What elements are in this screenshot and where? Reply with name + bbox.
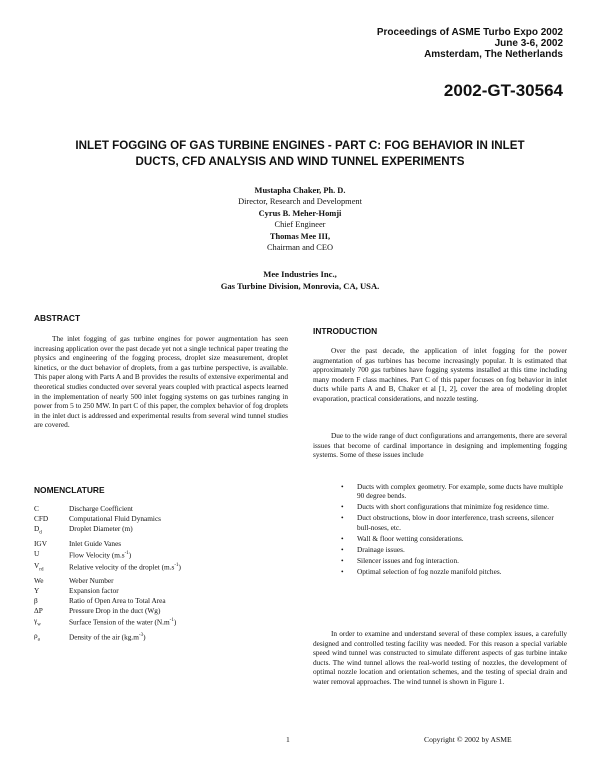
bullet-text: Optimal selection of fog nozzle manifold pitches.	[357, 566, 502, 576]
nomenclature-symbol: U	[34, 549, 40, 559]
paragraph-text: In order to examine and understand several of these complex issues, a carefully designed and controlled testing facility was needed. For this reason a special variable speed wind tunnel was constructed to simulate different aspects of gas turbine intake ducts. The wind tunnel allows the real-world testing of nozzles, the development of optimal nozzle location and orientation schemes, and the testing of special drain and water removal approaches. The wind tunnel is shown in Figure 1.	[313, 629, 567, 686]
bullet-text: Wall & floor wetting considerations.	[357, 533, 464, 543]
title-line-2: DUCTS, CFD ANALYSIS AND WIND TUNNEL EXPERIMENTS	[135, 155, 465, 168]
nomenclature-definition: Inlet Guide Vanes	[69, 539, 122, 549]
bullet-text: Duct obstructions, blow in door interference, trash screens, silencer bull-noses, etc.	[357, 513, 554, 532]
definition-cell	[69, 631, 181, 646]
bullet-item	[341, 482, 567, 501]
unit-close: )	[173, 617, 177, 627]
proceedings-name: Proceedings of ASME Turbo Expo 2002	[376, 27, 563, 38]
introduction-paragraph-2	[313, 431, 567, 460]
nomenclature-definition: Ratio of Open Area to Total Area	[69, 595, 166, 605]
symbol-cell	[34, 524, 69, 539]
nomenclature-symbol: ΔP	[34, 606, 43, 616]
definition-cell	[69, 606, 181, 616]
abstract-body	[34, 334, 288, 430]
nomenclature-table	[34, 504, 181, 646]
nomenclature-definition: Density of the air (kg.m	[69, 632, 139, 642]
nomenclature-symbol: CFD	[34, 514, 49, 524]
nomenclature-row	[34, 561, 181, 576]
symbol-cell	[34, 549, 69, 561]
definition-cell	[69, 539, 181, 549]
definition-cell	[69, 504, 181, 514]
bullet-item	[341, 567, 567, 576]
nomenclature-symbol: Y	[34, 585, 40, 595]
title-line-1: INLET FOGGING OF GAS TURBINE ENGINES - PART C: FOG BEHAVIOR IN INLET	[75, 139, 525, 152]
nomenclature-symbol: We	[34, 575, 44, 585]
nomenclature-heading: NOMENCLATURE	[34, 485, 105, 495]
nomenclature-body	[34, 504, 181, 646]
organization-name: Mee Industries Inc.,	[263, 269, 337, 279]
definition-cell	[69, 616, 181, 631]
bullet-item	[341, 534, 567, 543]
author-role: Chief Engineer	[274, 220, 326, 230]
bullet-text: Silencer issues and fog interaction.	[357, 555, 459, 565]
nomenclature-row	[34, 631, 181, 646]
nomenclature-symbol: β	[34, 595, 38, 605]
bullet-item	[341, 513, 567, 532]
nomenclature-definition: Expansion factor	[69, 585, 119, 595]
bullet-icon: •	[341, 482, 344, 491]
nomenclature-symbol: V	[34, 560, 40, 570]
nomenclature-row	[34, 606, 181, 616]
nomenclature-row	[34, 539, 181, 549]
nomenclature-definition: Weber Number	[69, 575, 114, 585]
definition-cell	[69, 524, 181, 539]
nomenclature-symbol: γ	[34, 616, 38, 626]
introduction-heading: INTRODUCTION	[313, 326, 378, 336]
nomenclature-row	[34, 514, 181, 524]
bullet-item	[341, 502, 567, 511]
paper-title	[60, 138, 540, 170]
copyright-notice: Copyright © 2002 by ASME	[424, 735, 512, 744]
definition-cell	[69, 561, 181, 576]
symbol-subscript: a	[37, 637, 40, 643]
conference-dates: June 3-6, 2002	[494, 38, 563, 49]
symbol-cell	[34, 561, 69, 576]
definition-cell	[69, 596, 181, 606]
nomenclature-definition: Discharge Coefficient	[69, 504, 133, 513]
nomenclature-row	[34, 549, 181, 561]
nomenclature-definition: Pressure Drop in the duct (Wg)	[69, 606, 161, 616]
unit-exponent: -3	[138, 633, 144, 639]
bullet-icon: •	[341, 566, 344, 576]
organization-division: Gas Turbine Division, Monrovia, CA, USA.	[220, 280, 380, 291]
proceedings-block	[377, 27, 563, 60]
nomenclature-symbol: ρ	[34, 631, 38, 641]
bullet-item	[341, 545, 567, 554]
author-name: Cyrus B. Meher-Homji	[258, 208, 342, 218]
bullet-icon: •	[341, 555, 344, 565]
symbol-cell	[34, 576, 69, 586]
symbol-cell	[34, 616, 69, 631]
nomenclature-row	[34, 616, 181, 631]
paragraph-text: Due to the wide range of duct configurations and arrangements, there are several issues that become of cardinal importance in designing and implementing fogging systems. Some of these issues include	[313, 431, 567, 460]
symbol-cell	[34, 504, 69, 514]
bullet-text: Drainage issues.	[357, 544, 405, 554]
bullet-text: Ducts with short configurations that minimize fog residence time.	[357, 502, 549, 512]
symbol-cell	[34, 586, 69, 596]
bullet-icon: •	[341, 544, 344, 554]
nomenclature-row	[34, 586, 181, 596]
definition-cell	[69, 586, 181, 596]
author-name: Thomas Mee III,	[269, 231, 331, 241]
nomenclature-symbol: D	[34, 524, 40, 534]
author-role: Chairman and CEO	[266, 243, 334, 253]
bullet-text: Ducts with complex geometry. For example, some ducts have multiple 90 degree bends.	[357, 482, 564, 501]
nomenclature-definition: Surface Tension of the water (N.m	[69, 617, 170, 627]
unit-close: )	[178, 562, 181, 572]
symbol-cell	[34, 539, 69, 549]
nomenclature-row	[34, 576, 181, 586]
introduction-paragraph-1	[313, 346, 567, 404]
symbol-cell	[34, 606, 69, 616]
introduction-paragraph-3	[313, 629, 567, 687]
paragraph-text: Over the past decade, the application of inlet fogging for the power augmentation of gas turbines has become increasingly popular. It is estimated that approximately 700 gas turbines have fogging systems installed at this time including many modern F class machines. Part C of this paper focuses on fog behavior in inlet ducts while parts A and B, Chaker et al [1, 2], cover the area of modeling droplet evaporation, practical considerations, and nozzle testing.	[313, 346, 567, 403]
nomenclature-symbol: IGV	[34, 539, 47, 549]
nomenclature-symbol: C	[34, 504, 39, 513]
issues-bullet-list	[341, 482, 567, 578]
conference-location: Amsterdam, The Netherlands	[424, 49, 563, 60]
symbol-cell	[34, 596, 69, 606]
unit-exponent: -1	[124, 551, 129, 557]
bullet-item	[341, 556, 567, 565]
author-name: Mustapha Chaker, Ph. D.	[254, 186, 346, 195]
nomenclature-definition: Droplet Diameter (m)	[69, 524, 133, 534]
unit-close: )	[128, 550, 132, 560]
abstract-text: The inlet fogging of gas turbine engines for power augmentation has seen increasing application over the past decade yet not a single technical paper treating the physics and engineering of the fogging process, droplet size measurement, droplet kinetics, or the duct behavior of droplets, from a gas turbine perspective, is available. This paper along with Parts A and B provides the results of extensive experimental and theoretical studies conducted over several years coupled with practical aspects learned in the implementation of nearly 500 inlet fogging systems on gas turbines ranging in power from 5 to 250 MW. In part C of this paper, the complex behavior of fog droplets in the inlet duct is addressed and experimental results from several wind tunnel studies are covered.	[34, 334, 288, 430]
definition-cell	[69, 549, 181, 561]
nomenclature-row	[34, 504, 181, 514]
author-list	[100, 185, 500, 253]
nomenclature-row	[34, 524, 181, 539]
nomenclature-definition: Computational Fluid Dynamics	[69, 514, 162, 524]
paper-number: 2002-GT-30564	[443, 81, 563, 100]
symbol-subscript: w	[37, 622, 41, 628]
definition-cell	[69, 576, 181, 586]
nomenclature-definition: Flow Velocity (m.s	[69, 550, 125, 560]
bullet-icon: •	[341, 502, 344, 512]
nomenclature-row	[34, 596, 181, 606]
symbol-subscript: d	[39, 530, 42, 536]
author-role: Director, Research and Development	[238, 197, 362, 207]
unit-exponent: -1	[169, 618, 174, 624]
bullet-icon: •	[341, 533, 344, 543]
organization	[100, 269, 500, 292]
symbol-cell	[34, 514, 69, 524]
unit-close: )	[143, 632, 146, 642]
bullet-icon: •	[341, 513, 344, 523]
symbol-subscript: rd	[39, 567, 44, 573]
symbol-cell	[34, 631, 69, 646]
unit-exponent: -1	[174, 562, 179, 568]
abstract-heading: ABSTRACT	[34, 313, 81, 323]
page-number: 1	[286, 735, 290, 744]
definition-cell	[69, 514, 181, 524]
nomenclature-definition: Relative velocity of the droplet (m.s	[69, 562, 175, 572]
